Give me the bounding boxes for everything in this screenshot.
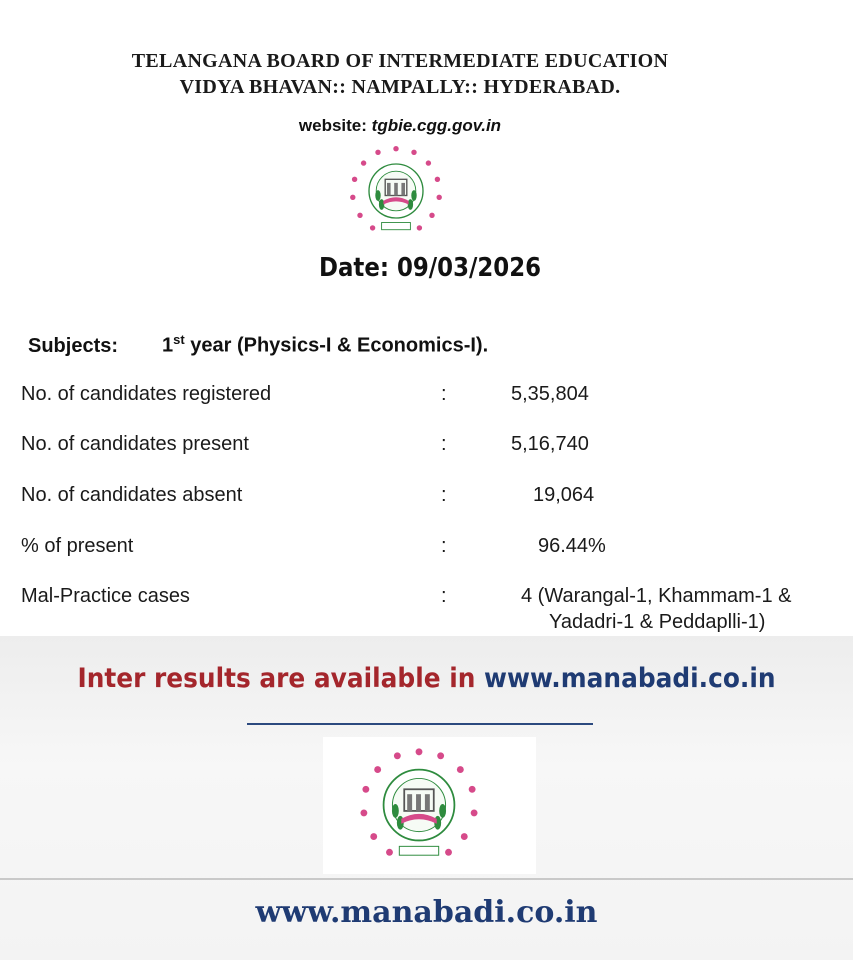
stat-label: No. of candidates absent bbox=[21, 484, 243, 506]
subjects-ordinal: 1 bbox=[162, 334, 174, 357]
stat-colon: : bbox=[441, 535, 447, 557]
stat-colon: : bbox=[441, 484, 447, 506]
subjects-ordinal-suffix: st bbox=[173, 332, 185, 347]
divider bbox=[247, 723, 593, 725]
website-label: website: bbox=[298, 116, 367, 135]
footer-link[interactable]: www.manabadi.co.in bbox=[255, 895, 598, 930]
stat-row-percent-present bbox=[21, 535, 606, 558]
subjects-label: Subjects: bbox=[28, 334, 119, 357]
malpractice-value-continued: Yadadri-1 & Peddaplli-1) bbox=[549, 611, 766, 633]
stat-value: 5,16,740 bbox=[511, 433, 589, 455]
press-note-date: Date: 09/03/2026 bbox=[318, 253, 542, 283]
stat-row-absent bbox=[21, 484, 595, 507]
footer-separator bbox=[0, 878, 853, 880]
stat-row-registered bbox=[21, 383, 589, 406]
stat-label: % of present bbox=[21, 535, 134, 557]
stat-colon: : bbox=[441, 585, 447, 607]
promo-headline bbox=[34, 663, 819, 694]
tgbie-emblem-icon bbox=[342, 141, 450, 241]
website-link[interactable]: tgbie.cgg.gov.in bbox=[371, 116, 502, 135]
stat-colon: : bbox=[441, 433, 447, 455]
stat-row-malpractice bbox=[21, 585, 792, 608]
stat-colon: : bbox=[441, 383, 447, 405]
stat-row-present bbox=[21, 433, 589, 456]
stat-value: 19,064 bbox=[533, 484, 595, 506]
stat-value: 96.44% bbox=[538, 535, 606, 557]
promo-link[interactable]: www.manabadi.co.in bbox=[484, 663, 776, 694]
stat-label: No. of candidates registered bbox=[21, 383, 272, 405]
website-line bbox=[0, 116, 800, 136]
stat-label: No. of candidates present bbox=[21, 433, 249, 455]
subjects-line bbox=[28, 332, 488, 358]
promo-text: Inter results are available in bbox=[77, 663, 485, 694]
tgbie-emblem-icon bbox=[350, 744, 488, 868]
stat-label: Mal-Practice cases bbox=[21, 585, 190, 607]
subjects-text: year (Physics-I & Economics-I). bbox=[190, 334, 489, 357]
board-name-heading: TELANGANA BOARD OF INTERMEDIATE EDUCATION bbox=[131, 50, 669, 72]
board-address-heading: VIDYA BHAVAN:: NAMPALLY:: HYDERABAD. bbox=[179, 76, 621, 98]
stat-value: 5,35,804 bbox=[511, 383, 589, 405]
stat-value: 4 (Warangal-1, Khammam-1 & bbox=[521, 585, 792, 607]
